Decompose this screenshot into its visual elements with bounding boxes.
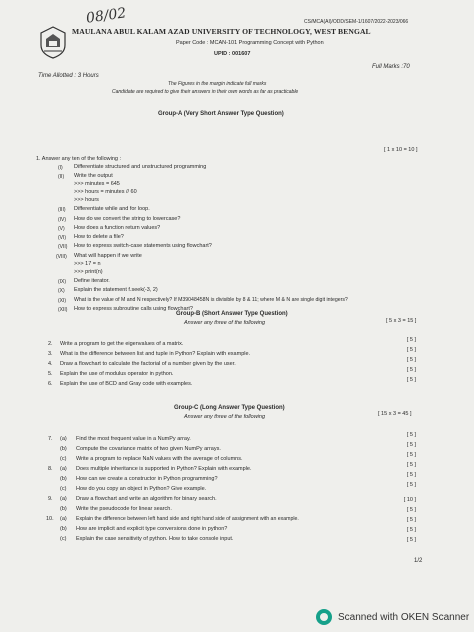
list-item-num: (VIII) xyxy=(56,254,67,260)
question-text: Explain the use of BCD and Gray code with examples. xyxy=(60,381,193,387)
question-marks: [ 5 ] xyxy=(406,432,416,438)
question-num: 4. xyxy=(48,361,53,367)
question-text: How can we create a constructor in Python programming? xyxy=(76,476,218,482)
instruction-line-2: Candidate are required to give their answers in their own words as far as practicable xyxy=(112,89,299,95)
list-item-num: (IV) xyxy=(58,217,67,223)
group-c-marks: [ 15 x 3 = 45 ] xyxy=(378,411,412,417)
question-marks: [ 5 ] xyxy=(406,347,416,353)
list-item: Define iterator. xyxy=(74,278,110,284)
list-item-code: >>> hours = minutes // 60 xyxy=(74,189,137,195)
list-item-num: (XI) xyxy=(58,298,67,304)
university-logo xyxy=(38,25,68,59)
question-marks: [ 5 ] xyxy=(406,367,416,373)
list-item: How to express subroutine calls using flowchart? xyxy=(74,306,193,312)
list-item-num: (V) xyxy=(58,226,65,232)
question-text: Write the pseudocode for linear search. xyxy=(76,506,172,512)
list-item-code: >>> 17 = n xyxy=(74,261,101,267)
question-marks: [ 5 ] xyxy=(406,377,416,383)
list-item: Differentiate while and for loop. xyxy=(74,206,150,212)
question-text: Compute the covariance matrix of two given NumPy arrays. xyxy=(76,446,221,452)
page-number: 1/2 xyxy=(414,558,423,564)
time-allotted: Time Allotted : 3 Hours xyxy=(38,73,99,79)
list-item-code: >>> hours xyxy=(74,197,99,203)
question-text: Find the most frequent value in a NumPy array. xyxy=(76,436,191,442)
list-item: What is the value of M and N respectively? If M39048458N is divisible by 8 & 11; where M & N are single digit integers? xyxy=(74,297,348,303)
question-sub: (a) xyxy=(60,516,67,522)
question-marks: [ 5 ] xyxy=(406,507,416,513)
question-marks: [ 10 ] xyxy=(403,497,416,503)
list-item-code: >>> print(n) xyxy=(74,269,103,275)
question-text: How do you copy an object in Python? Give example. xyxy=(76,486,207,492)
question-text: Draw a flowchart to calculate the factorial of a number given by the user. xyxy=(60,361,236,367)
question-num: 6. xyxy=(48,381,53,387)
question-sub: (b) xyxy=(60,476,67,482)
question-num: 3. xyxy=(48,351,53,357)
list-item: How to delete a file? xyxy=(74,234,124,240)
list-item-num: (II) xyxy=(58,174,65,180)
question-sub: (a) xyxy=(60,496,67,502)
list-item: What will happen if we write xyxy=(74,253,142,259)
question-sub: (c) xyxy=(60,536,67,542)
question-marks: [ 5 ] xyxy=(406,527,416,533)
question-text: Explain the case sensitivity of python. How to take console input. xyxy=(76,536,234,542)
question-marks: [ 5 ] xyxy=(406,482,416,488)
question-text: Write a program to replace NaN values with the average of columns. xyxy=(76,456,243,462)
question-num: 8. xyxy=(48,466,53,472)
question-text: Draw a flowchart and write an algorithm for binary search. xyxy=(76,496,217,502)
paper-code: Paper Code : MCAN-101 Programming Concept with Python xyxy=(176,40,324,46)
group-a-marks: [ 1 x 10 = 10 ] xyxy=(384,147,418,153)
group-b-marks: [ 5 x 3 = 15 ] xyxy=(386,318,417,324)
question-num: 5. xyxy=(48,371,53,377)
list-item-num: (XII) xyxy=(58,307,68,313)
group-c-title: Group-C (Long Answer Type Question) xyxy=(174,405,285,411)
question-num: 9. xyxy=(48,496,53,502)
list-item-num: (IX) xyxy=(58,279,67,285)
list-item-num: (III) xyxy=(58,207,66,213)
question-num: 7. xyxy=(48,436,53,442)
question-marks: [ 5 ] xyxy=(406,452,416,458)
upid: UPID : 001607 xyxy=(214,51,251,57)
question-num: 10. xyxy=(46,516,54,522)
question-sub: (c) xyxy=(60,486,67,492)
question-text: Does multiple inheritance is supported in Python? Explain with example. xyxy=(76,466,252,472)
question-sub: (b) xyxy=(60,446,67,452)
list-item: How to express switch-case statements using flowchart? xyxy=(74,243,212,249)
question-sub: (b) xyxy=(60,526,67,532)
question-text: How are implicit and explicit type conversions done in python? xyxy=(76,526,228,532)
question-sub: (a) xyxy=(60,436,67,442)
question-text: Explain the use of modulus operator in python. xyxy=(60,371,174,377)
list-item: Write the output xyxy=(74,173,113,179)
list-item-code: >>> minutes = 645 xyxy=(74,181,120,187)
question-marks: [ 5 ] xyxy=(406,442,416,448)
list-item-num: (VII) xyxy=(58,244,68,250)
question-text: Explain the difference between left hand side and right hand side of assignment with an example. xyxy=(76,516,299,522)
question-sub: (b) xyxy=(60,506,67,512)
question-marks: [ 5 ] xyxy=(406,537,416,543)
scanner-watermark xyxy=(316,609,469,625)
question-marks: [ 5 ] xyxy=(406,517,416,523)
list-item: How does a function return values? xyxy=(74,225,161,231)
full-marks: Full Marks :70 xyxy=(372,64,410,70)
group-a-title: Group-A (Very Short Answer Type Question) xyxy=(158,111,284,117)
instruction-line-1: The Figures in the margin indicate full marks xyxy=(168,81,267,87)
oken-logo-icon xyxy=(316,609,332,625)
question-text: What is the difference between list and tuple in Python? Explain with example. xyxy=(60,351,251,357)
question-marks: [ 5 ] xyxy=(406,337,416,343)
question-sub: (a) xyxy=(60,466,67,472)
question-text: Write a program to get the eigenvalues of a matrix. xyxy=(60,341,184,347)
university-name: MAULANA ABUL KALAM AZAD UNIVERSITY OF TECHNOLOGY, WEST BENGAL xyxy=(72,27,371,36)
group-b-subtitle: Answer any three of the following xyxy=(184,320,266,326)
list-item-num: (VI) xyxy=(58,235,67,241)
handwritten-date: 08/02 xyxy=(85,5,128,27)
list-item: Explain the statement f.seek(-3, 2) xyxy=(74,287,158,293)
question-1-intro: 1. Answer any ten of the following : xyxy=(36,156,121,162)
group-b-title: Group-B (Short Answer Type Question) xyxy=(176,311,288,317)
scanner-watermark-text: Scanned with OKEN Scanner xyxy=(338,611,470,623)
list-item-num: (I) xyxy=(58,165,63,171)
list-item: How do we convert the string to lowercase? xyxy=(74,216,181,222)
question-marks: [ 5 ] xyxy=(406,472,416,478)
list-item: Differentiate structured and unstructured programming xyxy=(74,164,207,170)
question-marks: [ 5 ] xyxy=(406,462,416,468)
list-item-num: (X) xyxy=(58,288,65,294)
question-sub: (c) xyxy=(60,456,67,462)
paper-code-top: CS/MCA(AI)/ODD/SEM-1/1607/2022-2023/066 xyxy=(304,19,409,25)
question-num: 2. xyxy=(48,341,53,347)
question-marks: [ 5 ] xyxy=(406,357,416,363)
group-c-subtitle: Answer any three of the following xyxy=(184,414,266,420)
